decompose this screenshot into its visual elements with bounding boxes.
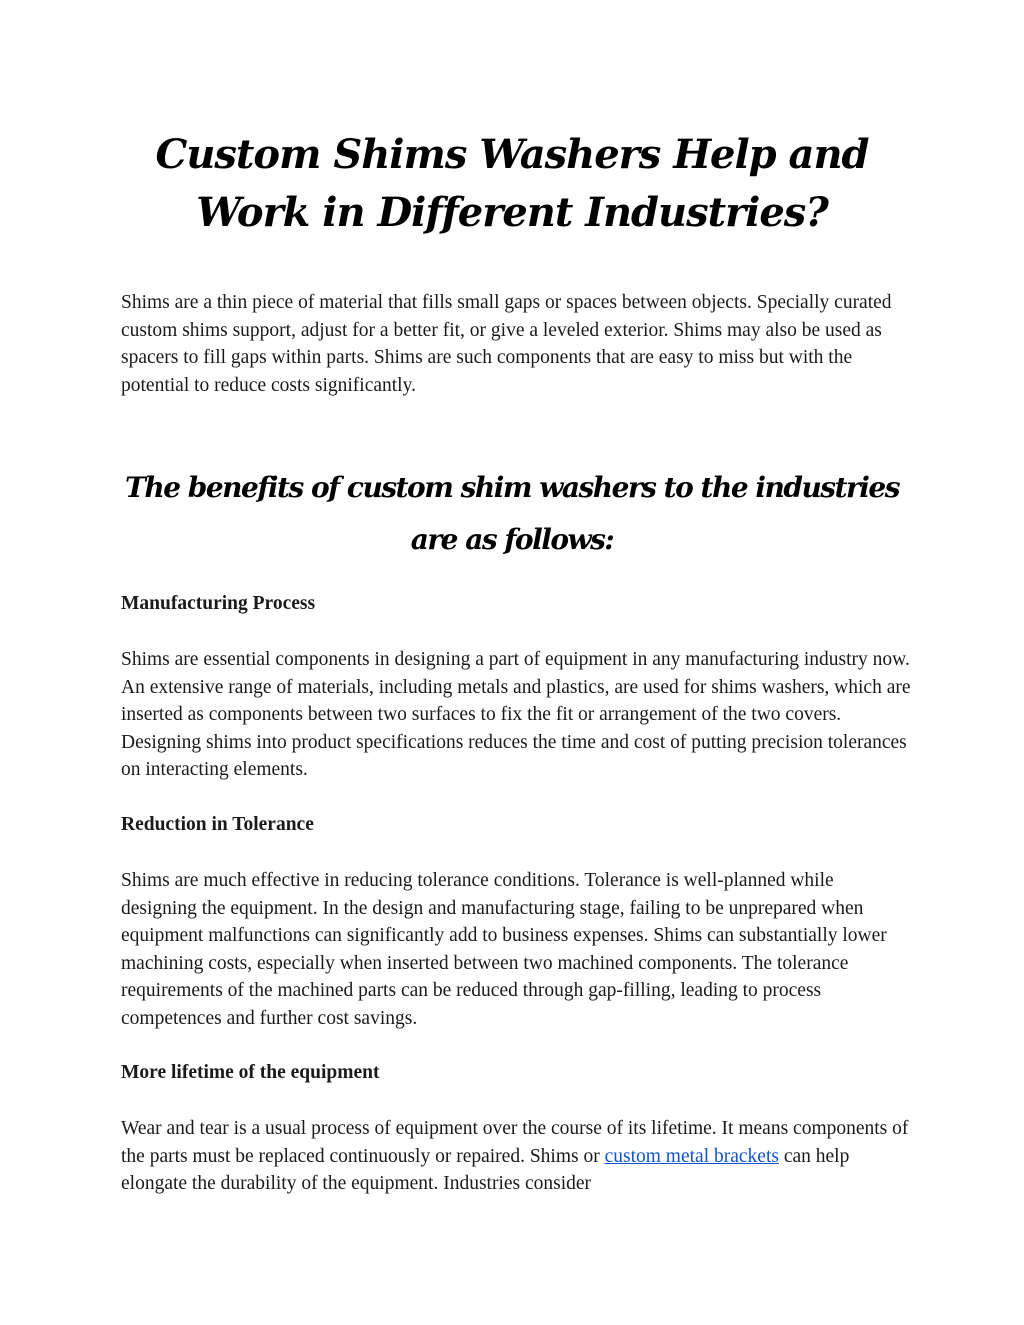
section-heading-reduction-in-tolerance: Reduction in Tolerance xyxy=(121,814,314,835)
section-heading-manufacturing-process: Manufacturing Process xyxy=(121,593,316,614)
section-heading-more-lifetime: More lifetime of the equipment xyxy=(121,1062,380,1083)
section-body-manufacturing-process: Shims are essential components in designing a part of equipment in any manufacturing industry now. An extensive range of materials, including metals and plastics, are used for shims washers, which are inserted as components between two surfaces to fix the fit or arrangement of the two covers. Designing shims into product specifications reduces the time and cost of putting precision tolerances on interacting elements. xyxy=(121,649,911,781)
section-body-text-after-link: can help elongate the durability of the equipment. Industries consider xyxy=(121,1145,850,1195)
custom-metal-brackets-link[interactable]: custom metal brackets xyxy=(604,1145,779,1167)
section-body-more-lifetime xyxy=(121,1115,911,1198)
intro-paragraph: Shims are a thin piece of material that fills small gaps or spaces between objects. Specially curated custom shims support, adjust for a better fit, or give a leveled exterior. Shims may also be used as spacers to fill gaps within parts. Shims are such components that are easy to miss but with the potential to reduce costs significantly. xyxy=(121,292,892,396)
benefits-subtitle: The benefits of custom shim washers to the industries are as follows: xyxy=(125,471,899,556)
section-body-text-before-link: Wear and tear is a usual process of equipment over the course of its lifetime. It means components of the parts must be replaced continuously or repaired. Shims or xyxy=(121,1118,909,1167)
section-body-reduction-in-tolerance: Shims are much effective in reducing tolerance conditions. Tolerance is well-planned while designing the equipment. In the design and manufacturing stage, failing to be unprepared when equipment malfunctions can significantly add to business expenses. Shims can substantially lower machining costs, especially when inserted between two machined components. The tolerance requirements of the machined parts can be reduced through gap-filling, leading to process competences and further cost savings. xyxy=(121,870,887,1029)
document-title: Custom Shims Washers Help and Work in Different Industries? xyxy=(155,131,869,236)
